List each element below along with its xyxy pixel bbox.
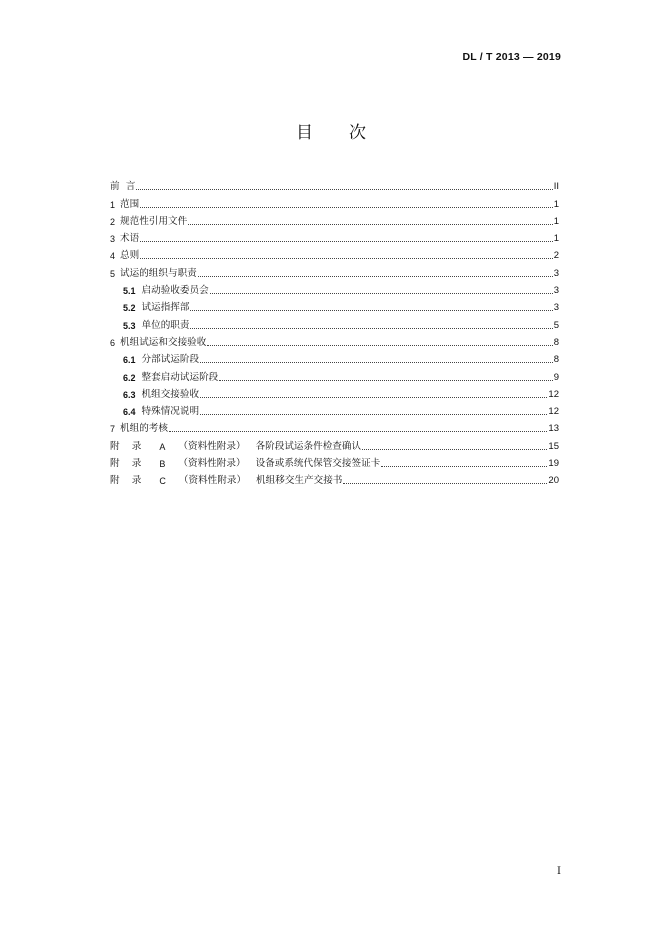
appendix-letter: A: [159, 441, 166, 452]
toc-leader-dots: [198, 276, 553, 277]
toc-leader-dots: [136, 189, 552, 190]
toc-leader-dots: [200, 362, 553, 363]
toc-leader-dots: [188, 224, 553, 225]
title-char-2: 次: [349, 123, 366, 143]
toc-entry[interactable]: [110, 245, 559, 262]
appendix-prefix: 附 录: [110, 440, 142, 452]
toc-entry-label: 范围: [120, 198, 140, 210]
toc-entry-label: 术语: [120, 233, 140, 245]
toc-entry-label: 试运的组织与职责: [120, 267, 197, 279]
toc-entry-label: 机组试运和交接验收: [120, 336, 207, 348]
toc-entry-page: 1: [553, 215, 559, 227]
toc-entry-label: 试运指挥部: [141, 302, 190, 314]
toc-leader-dots: [169, 431, 547, 432]
toc-entry[interactable]: [110, 211, 559, 228]
toc-leader-dots: [140, 241, 553, 242]
toc-entry-label: 机组交接验收: [141, 388, 200, 400]
toc-entry-label: 启动验收委员会: [141, 285, 209, 297]
toc-entry-page: 3: [553, 302, 559, 314]
toc-entry[interactable]: [110, 384, 559, 401]
appendix-title: 机组移交生产交接书: [256, 475, 343, 487]
appendix-prefix: 附 录: [110, 458, 142, 470]
toc-entry[interactable]: [110, 314, 559, 331]
toc-entry-label: 特殊情况说明: [141, 406, 200, 418]
title-char-1: 目: [296, 123, 313, 143]
toc-entry-page: 8: [553, 354, 559, 366]
toc-entry-label: 分部试运阶段: [141, 354, 200, 366]
toc-entry-number: 2: [110, 216, 116, 227]
toc-entry-label: 前 言: [110, 181, 136, 193]
toc-entry[interactable]: [110, 332, 559, 349]
toc-entry-label: 总则: [120, 250, 140, 262]
appendix-note: （资料性附录）: [178, 440, 246, 452]
toc-entry-page: 12: [548, 388, 559, 400]
standard-code: DL / T 2013 — 2019: [462, 51, 561, 63]
toc-entry[interactable]: [110, 401, 559, 418]
appendix-prefix: 附 录: [110, 475, 142, 487]
toc-entry-label: 整套启动试运阶段: [141, 371, 219, 383]
toc-entry-label: 机组的考核: [120, 423, 168, 435]
toc-entry-page: 3: [553, 285, 559, 297]
toc-leader-dots: [200, 397, 547, 398]
appendix-page: 20: [548, 475, 559, 487]
page-number: I: [557, 866, 561, 877]
toc-entry-page: 8: [553, 336, 559, 348]
appendix-note: （资料性附录）: [178, 458, 246, 470]
toc-appendix-entry[interactable]: [110, 435, 559, 452]
toc-entry[interactable]: [110, 297, 559, 314]
toc-leader-dots: [190, 328, 552, 329]
toc-leader-dots: [140, 258, 553, 259]
toc-entry-number: 6: [110, 337, 116, 348]
appendix-letter: B: [159, 459, 166, 470]
toc-leader-dots: [343, 483, 547, 484]
toc-entry-page: 13: [548, 423, 559, 435]
toc-entry-page: 2: [553, 250, 559, 262]
toc-entry-number: 1: [110, 199, 116, 210]
toc-entry-page: 1: [553, 198, 559, 210]
toc-entry[interactable]: [110, 366, 559, 383]
toc-entry-number: 6.1: [123, 355, 136, 366]
toc-entry-number: 6.3: [123, 389, 136, 400]
page-title: [0, 118, 662, 143]
table-of-contents: [110, 176, 559, 487]
appendix-title: 设备或系统代保管交接签证卡: [255, 458, 381, 470]
toc-entry-number: 6.4: [123, 407, 136, 418]
toc-leader-dots: [219, 380, 552, 381]
toc-leader-dots: [362, 449, 547, 450]
toc-entry-label: 单位的职责: [141, 319, 190, 331]
toc-entry-number: 5.2: [123, 303, 136, 314]
toc-entry[interactable]: [110, 418, 559, 435]
toc-entry-label: 规范性引用文件: [120, 215, 188, 227]
toc-entry[interactable]: [110, 193, 559, 210]
toc-leader-dots: [200, 414, 547, 415]
toc-entry-page: 5: [553, 319, 559, 331]
toc-entry-number: 6.2: [123, 372, 136, 383]
toc-leader-dots: [207, 345, 552, 346]
appendix-page: 15: [548, 440, 559, 452]
toc-leader-dots: [381, 466, 547, 467]
toc-entry-number: 4: [110, 251, 116, 262]
appendix-title: 各阶段试运条件检查确认: [255, 440, 362, 452]
toc-appendix-entry[interactable]: [110, 453, 559, 470]
toc-entry[interactable]: [110, 349, 559, 366]
toc-appendix-entry[interactable]: [110, 470, 559, 487]
toc-entry[interactable]: [110, 280, 559, 297]
toc-entry-number: 7: [110, 424, 116, 435]
toc-entry[interactable]: [110, 262, 559, 279]
toc-entry-page: II: [553, 181, 559, 193]
appendix-note: （资料性附录）: [178, 475, 247, 487]
toc-entry-page: 9: [553, 371, 559, 383]
toc-entry-page: 12: [548, 406, 559, 418]
toc-entry[interactable]: [110, 176, 559, 193]
toc-entry-page: 1: [553, 233, 559, 245]
toc-leader-dots: [140, 207, 553, 208]
appendix-letter: C: [159, 476, 166, 487]
toc-entry-number: 5.3: [123, 320, 136, 331]
toc-leader-dots: [190, 310, 552, 311]
toc-entry[interactable]: [110, 228, 559, 245]
toc-entry-number: 5.1: [123, 286, 136, 297]
toc-leader-dots: [210, 293, 553, 294]
toc-entry-number: 5: [110, 268, 116, 279]
appendix-page: 19: [548, 458, 559, 470]
toc-entry-page: 3: [553, 267, 559, 279]
toc-entry-number: 3: [110, 234, 116, 245]
